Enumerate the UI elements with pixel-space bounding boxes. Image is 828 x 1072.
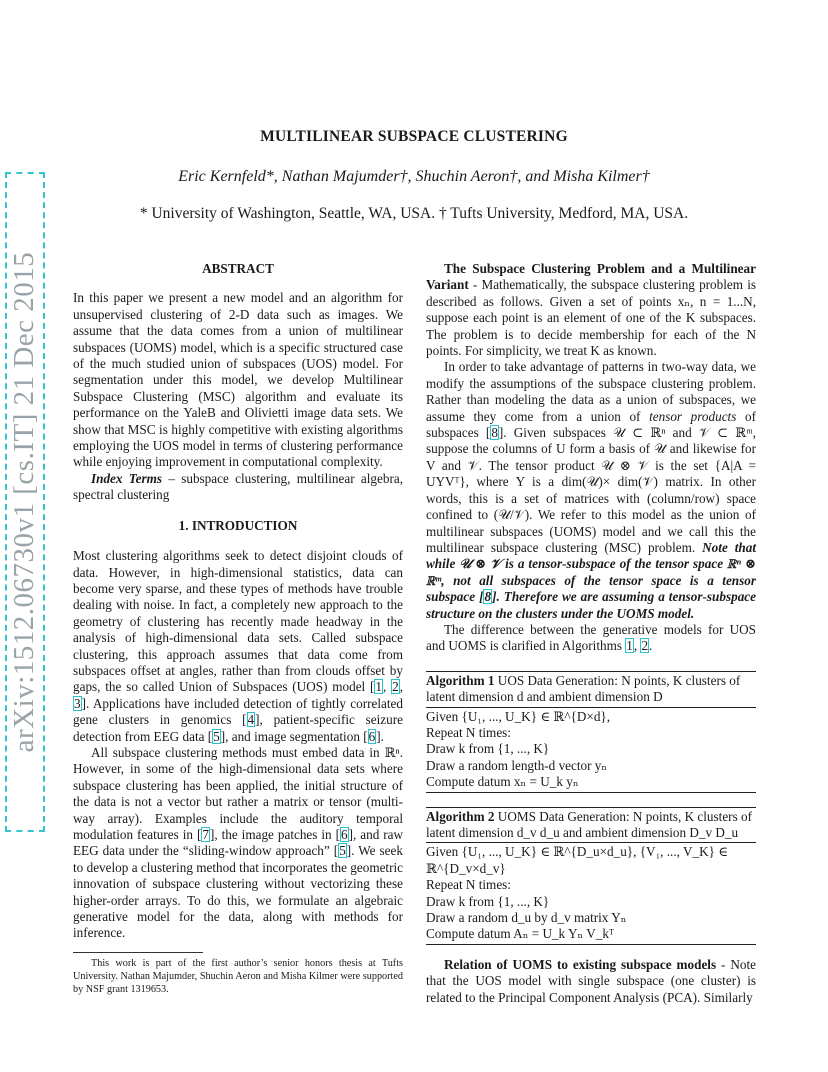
text-run: ]. — [376, 728, 384, 744]
citation-link-1[interactable]: 1 — [375, 679, 383, 695]
algorithm-line: Compute datum xₙ = U_k yₙ — [426, 774, 579, 790]
text-run: ], the image patches in [ — [209, 827, 340, 842]
text-run: All subspace clustering methods must embed data in ℝⁿ. However, in some of the high-dimensional data sets where subspace clustering has been applied, the initial structure of the data is not a vector but rather a matrix or tensor (multi-way array). Examples include the auditory temporal modulation features in [ — [73, 744, 403, 842]
bold-emphasis: ]. Therefore we are assuming a tensor-subspace structure on the clusters under the UOMS model. — [426, 589, 756, 621]
text-run: In order to take advantage of patterns in two-way data, we modify the assumptions of the subspace clustering problem. Rather than modeling the data as a union of subspaces, we assume they come from a union of — [426, 359, 756, 424]
algorithm-line: Repeat N times: — [426, 877, 511, 893]
text-run: , — [633, 638, 641, 654]
algorithm-line: Draw k from {1, ..., K} — [426, 893, 550, 909]
text-run: ], and image segmentation [ — [220, 728, 368, 744]
text-run: ], patient-specific seizure detection from EEG data [ — [73, 712, 403, 744]
text-run: ]. We seek to develop a clustering method that incorporates the geometric innovation of subspace clustering without vectorizing these higher-order arrays. To do this, we formulate an algebraic generative model for the data, along with methods for inference. — [73, 843, 403, 941]
author-list: Eric Kernfeld*, Nathan Majumder†, Shuchin Aeron†, and Misha Kilmer† — [178, 168, 650, 185]
citation-link-3[interactable]: 3 — [74, 695, 81, 711]
abstract-heading: ABSTRACT — [202, 261, 274, 276]
emphasis: tensor products — [649, 408, 737, 424]
algorithm-label: Algorithm 1 — [426, 672, 495, 688]
algorithm-line: Given {U₁, ..., U_K} ∈ ℝ^{D×d}, — [426, 708, 611, 724]
relation-heading: Relation of UOMS to existing subspace models — [444, 956, 717, 972]
intro-paragraph-1: Most clustering algorithms seek to detect disjoint clouds of data. However, in high-dimensional statistics, data can become very sparse, and these types of methods have trouble dealing with noise. In fact, a completely new approach to the geometry of clustering has recently made headway in the analysis of high-dimensional data sets. Called subspace clustering, this approach assumes that data come from subspaces offset at angles, rather than from clouds offset by gaps, the so called Union of Subspaces (UOS) model [1, 2, 3]. Applications have included detection of tightly correlated gene clusters in genomics [4], patient-specific seizure detection from EEG data [5], and image segmentation [6]. — [73, 548, 404, 744]
algorithm-caption-text: UOS Data Generation: N points, K clusters of latent dimension d and ambient dimension D — [426, 672, 741, 705]
citation-link-8[interactable]: 8 — [491, 425, 498, 441]
right-paragraph-1 — [426, 261, 756, 359]
citation-link-2[interactable]: 2 — [392, 679, 399, 695]
text-run: - Mathematically, the subspace clustering problem is described as follows. Given a set of points xₙ, n = 1...N, suppose each point is an element of one of the K subspaces. The problem is to decide membership for each of the N points. For simplicity, we treat K as known. — [426, 277, 756, 359]
text-run: . — [649, 638, 653, 654]
algorithm-1-box — [426, 671, 756, 793]
citation-link-6b[interactable]: 6 — [341, 827, 348, 842]
index-terms-label: Index Terms — [91, 470, 163, 486]
algorithm-line: Draw a random length-d vector yₙ — [426, 757, 608, 773]
paper-title: MULTILINEAR SUBSPACE CLUSTERING — [260, 128, 568, 145]
algorithm-link-2[interactable]: 2 — [641, 638, 649, 654]
algorithm-line: Draw k from {1, ..., K} — [426, 741, 550, 757]
algorithm-1-caption — [426, 672, 756, 708]
text-run: of subspaces [ — [426, 408, 756, 441]
text-run: ], and raw EEG data under the “sliding-window approach” [ — [73, 827, 404, 859]
citation-link-6[interactable]: 6 — [368, 728, 376, 744]
citation-link-7[interactable]: 7 — [202, 827, 209, 842]
intro-heading: 1. INTRODUCTION — [178, 517, 298, 533]
citation-link-8b[interactable]: 8 — [484, 589, 492, 605]
algorithm-2-caption — [426, 808, 756, 844]
right-paragraph-3 — [426, 622, 756, 655]
text-run: Most clustering algorithms seek to detect disjoint clouds of data. However, in high-dimensional statistics, data can become very sparse, and these types of methods have trouble dealing with noise. In fact, a completely new approach to the geometry of clustering has recently made headway in the analysis of high-dimensional data sets. Called subspace clustering, this approach assumes that data come from subspaces offset at angles, rather than from clouds offset by gaps, the so called Union of Subspaces (UOS) model [ — [73, 548, 403, 695]
index-terms-text: – subspace clustering, multilinear algebra, spectral clustering — [73, 470, 403, 503]
algorithm-2-box — [426, 807, 756, 945]
algorithm-link-1[interactable]: 1 — [626, 638, 633, 654]
algorithm-label: Algorithm 2 — [426, 808, 495, 824]
algorithm-line: Draw a random d_u by d_v matrix Yₙ — [426, 910, 627, 926]
text-run: The difference between the generative models for UOS and UOMS is clarified in Algorithms — [426, 621, 756, 654]
algorithm-line: Compute datum Aₙ = U_k Yₙ V_kᵀ — [426, 926, 614, 942]
footnote: This work is part of the first author’s senior honors thesis at Tufts University. Nathan Majumder, Shuchin Aeron and Misha Kilmer were supported by NSF grant 1319653. — [73, 957, 403, 995]
intro-paragraph-2 — [73, 745, 403, 942]
footnote-rule — [73, 952, 203, 953]
text-run: - Note that the UOS model with single subspace (one cluster) is related to the Principal Component Analysis (PCA). Similarly — [426, 956, 756, 1005]
citation-link-5b[interactable]: 5 — [339, 843, 346, 859]
citation-link-4[interactable]: 4 — [247, 712, 255, 728]
algorithm-caption-text: UOMS Data Generation: N points, K clusters of latent dimension d_v d_u and ambient dimension D_v D_u — [426, 808, 752, 840]
text-run: ]. Given subspaces 𝒰 ⊂ ℝⁿ and 𝒱 ⊂ ℝᵐ, suppose the columns of U form a basis of 𝒰 and likewise for V and 𝒱. The tensor product 𝒰 ⊗ 𝒱 is the set {A|A = UYVᵀ}, where Y is a dim(𝒰)× dim(𝒱) matrix. In other words, this is a set of matrices with (column/row) space confined to (𝒰/𝒱). We refer to this model as the union of multilinear subspaces (UOMS) model and we call this the multilinear subspace clustering (MSC) problem. — [426, 425, 756, 555]
right-paragraph-2 — [426, 359, 756, 622]
subsection-heading: The Subspace Clustering Problem and a Multilinear Variant — [426, 261, 756, 293]
affiliations: * University of Washington, Seattle, WA, USA. † Tufts University, Medford, MA, USA. — [139, 205, 689, 222]
bold-emphasis: Note that while 𝒰 ⊗ 𝒱 is a tensor-subspace of the tensor space ℝⁿ ⊗ ℝᵐ, not all subspaces of the tensor space is a tensor subspace [ — [426, 539, 757, 605]
citation-link-5[interactable]: 5 — [213, 728, 220, 744]
arxiv-stamp: arXiv:1512.06730v1 [cs.IT] 21 Dec 2015 — [5, 172, 45, 832]
left-column — [73, 261, 403, 996]
abstract-body: In this paper we present a new model and an algorithm for unsupervised clustering of 2-D data such as images. We assume that the data comes from a union of multilinear subspaces (UOMS) model, which is a specific structured case of the much studied union of subspaces (UOS) model. For segmentation under this model, we develop Multilinear Subspace Clustering (MSC) algorithm and evaluate its performance on the YaleB and Olivietti image data sets. We show that MSC is highly competitive with existing algorithms employing the UOS model in terms of clustering performance while enjoying improvement in computational complexity. — [73, 290, 403, 470]
text-run: ]. Applications have included detection of tightly correlated gene clusters in genomics [ — [73, 695, 403, 728]
algorithm-line: Repeat N times: — [426, 724, 511, 740]
algorithm-line: Given {U₁, ..., U_K} ∈ ℝ^{D_u×d_u}, {V₁, ..., V_K} ∈ ℝ^{D_v×d_v} — [426, 844, 729, 876]
relation-paragraph — [426, 957, 756, 1006]
right-column — [426, 261, 756, 1006]
index-terms — [73, 471, 403, 504]
